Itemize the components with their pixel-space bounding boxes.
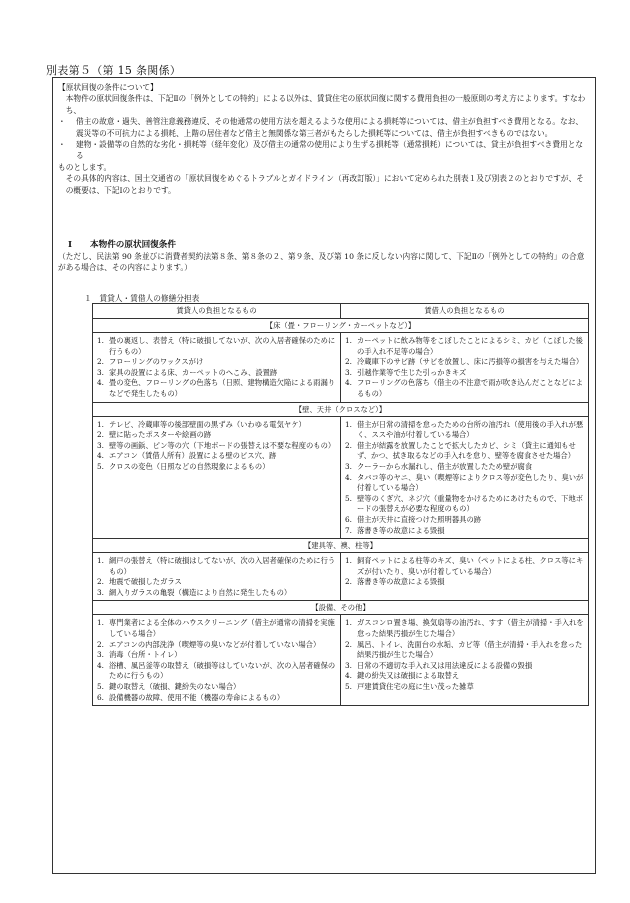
item-text: エアコン（賃借人所有）設置による壁のビス穴、跡 — [109, 451, 277, 461]
item-number: 2. — [97, 639, 104, 649]
item-number: 3. — [97, 440, 104, 450]
lessor-cell — [93, 553, 341, 600]
category-heading: 【床（畳・フローリング・カーペットなど）】 — [93, 319, 588, 333]
item-number: 4. — [97, 451, 104, 461]
list-item — [97, 430, 336, 441]
item-text: フローリングの色落ち（借主の不注意で雨が吹き込んだことなどによるもの） — [357, 378, 584, 398]
bullet-mark: ・ — [58, 117, 66, 127]
item-number: 5. — [345, 682, 352, 692]
item-number: 2. — [345, 577, 352, 587]
item-number: 4. — [97, 660, 104, 670]
item-number: 4. — [345, 378, 352, 388]
list-item — [345, 577, 584, 588]
intro-paragraph-2: その具体的内容は、国土交通省の「原状回復をめぐるトラブルとガイドライン（再改訂版）」において定められた別表１及び別表２のとおりですが、その概要は、下記Ⅰのとおりです。 — [65, 174, 584, 195]
item-text: クーラーから水漏れし、借主が放置したため壁が腐食 — [357, 461, 533, 471]
item-text: 浴槽、風呂釜等の取替え（破損等はしていないが、次の入居者確保のために行うもの） — [109, 660, 336, 681]
table-row — [93, 417, 588, 540]
lessee-cell — [341, 417, 588, 539]
item-text: 引越作業等で生じた引っかきキズ — [357, 367, 467, 377]
table-row — [93, 333, 588, 403]
list-item — [345, 368, 584, 379]
section-heading — [68, 238, 588, 250]
column-header-lessee: 賃借人の負担となるもの — [424, 306, 505, 315]
item-text: 設備機器の故障、使用不能（機器の寿命によるもの） — [109, 692, 285, 702]
list-item — [97, 556, 336, 577]
repair-share-table — [92, 303, 589, 706]
section-note: （ただし、民法第 90 条並びに消費者契約法第８条、第８条の２、第９条、及び第 10 条に反しない内容に関して、下記Ⅱの「例外としての特約」の合意がある場合は、その内容によります。） — [58, 252, 585, 273]
item-number: 2. — [97, 577, 104, 587]
lessor-cell — [93, 333, 341, 402]
item-text: 地震で破損したガラス — [109, 577, 182, 587]
item-number: 2. — [97, 357, 104, 367]
item-text: タバコ等のヤニ、臭い（喫煙等によりクロス等が変色したり、臭いが付着している場合） — [357, 472, 584, 493]
intro-bullet — [58, 116, 590, 139]
item-number: 1. — [345, 336, 352, 345]
item-text: 鍵の紛失又は破損による取替え — [357, 671, 460, 681]
list-item — [97, 682, 336, 693]
item-number: 5. — [345, 493, 352, 503]
category-heading: 【設備、その他】 — [93, 601, 588, 615]
item-text: 家具の設置による床、カーペットのへこみ、設置跡 — [109, 367, 278, 377]
item-number: 4. — [345, 671, 352, 681]
item-number: 1. — [97, 419, 104, 429]
list-item — [345, 357, 584, 368]
item-text: 鍵の取替え（破損、鍵紛失のない場合） — [109, 682, 241, 692]
item-text: 冷蔵庫下のサビ跡（サビを放置し、床に汚損等の損害を与えた場合） — [357, 357, 584, 367]
item-text: カーペットに飲み物等をこぼしたことによるシミ、カビ（こぼした後の手入れ不足等の場合） — [357, 336, 583, 356]
lessor-cell — [93, 417, 341, 539]
item-number: 3. — [97, 367, 104, 377]
item-text: 壁等のくぎ穴、ネジ穴（重量物をかけるためにあけたもので、下地ボードの張替えが必要な程度のもの） — [357, 493, 584, 514]
item-text: 壁等の画鋲、ピン等の穴（下地ボードの張替えは不要な程度のもの） — [109, 440, 336, 450]
item-text: 消毒（台所・トイレ） — [109, 650, 182, 660]
list-item — [345, 526, 584, 537]
item-text: ガスコンロ置き場、換気扇等の油汚れ、すす（借主が清掃・手入れを怠った結果汚損が生じた場合） — [357, 618, 584, 639]
list-item — [97, 420, 336, 431]
item-text: 日常の不適切な手入れ又は用法違反による設備の毀損 — [357, 660, 533, 670]
list-item — [345, 473, 584, 494]
column-header-lessor: 賃貸人の負担となるもの — [93, 304, 341, 318]
intro-bullet-text: 借主の故意・過失、善管注意義務違反、その他通常の使用方法を超えるような使用による損耗等については、借主が負担すべき費用となる。なお、震災等の不可抗力による損耗、上階の居住者など借主と無関係な第三者がもたらした損耗等については、借主が負担すべきものではない。 — [76, 117, 584, 138]
list-item — [97, 693, 336, 704]
item-text: 落書き等の故意による毀損 — [357, 577, 445, 587]
list-item — [97, 441, 336, 452]
list-item — [345, 556, 584, 577]
list-item — [345, 515, 584, 526]
item-number: 1. — [345, 556, 352, 566]
lessee-cell — [341, 615, 588, 705]
item-number: 3. — [345, 461, 352, 471]
list-item — [97, 357, 336, 368]
item-number: 2. — [345, 440, 352, 450]
list-item — [345, 618, 584, 639]
category-heading: 【壁、天井（クロスなど）】 — [93, 403, 588, 417]
item-text: 風呂、トイレ、洗面台の水垢、カビ等（借主が清掃・手入れを怠った結果汚損が生じた場合） — [357, 639, 583, 660]
item-number: 2. — [345, 357, 352, 367]
list-item — [97, 462, 336, 473]
item-text: 借主が日常の清掃を怠ったための台所の油汚れ（使用後の手入れが悪く、ススや油が付着している場合） — [357, 419, 584, 440]
lessee-cell — [341, 333, 588, 402]
item-text: 畳の変色、フローリングの色落ち（日照、建物構造欠陥による雨漏りなどで発生したもの） — [109, 378, 336, 398]
item-text: フローリングのワックスがけ — [109, 357, 204, 367]
item-number: 4. — [345, 472, 352, 482]
intro-block — [58, 82, 590, 196]
table-row — [93, 615, 588, 705]
item-number: 5. — [97, 461, 104, 471]
list-item — [97, 378, 336, 399]
item-text: クロスの変色（日照などの自然現象によるもの） — [109, 461, 270, 471]
intro-bullet-text: 建物・設備等の自然的な劣化・損耗等（経年変化）及び借主の通常の使用により生ずる損耗等（通常損耗）については、貸主が負担すべき費用となる — [76, 140, 584, 161]
item-number: 1. — [97, 336, 104, 345]
item-number: 3. — [345, 660, 352, 670]
list-item — [345, 682, 584, 693]
table-title: １ 賃貸人・賃借人の修繕分担表 — [84, 294, 200, 303]
list-item — [97, 577, 336, 588]
item-text: 網戸の張替え（特に破損はしてないが、次の入居者確保のために行うもの） — [109, 556, 336, 576]
item-number: 3. — [345, 367, 352, 377]
list-item — [97, 650, 336, 661]
intro-bullet — [58, 139, 590, 162]
section-number: Ⅰ — [68, 240, 73, 250]
list-item — [345, 378, 584, 399]
list-item — [97, 451, 336, 462]
list-item — [345, 462, 584, 473]
list-item — [97, 368, 336, 379]
item-number: 1. — [97, 556, 104, 566]
item-number: 6. — [97, 692, 104, 702]
list-item — [97, 661, 336, 682]
item-number: 2. — [345, 639, 352, 649]
list-item — [345, 661, 584, 672]
item-number: 7. — [345, 525, 352, 535]
list-item — [97, 336, 336, 357]
list-item — [97, 588, 336, 599]
item-text: 飼育ペットによる柱等のキズ、臭い（ペットによる柱、クロス等にキズが付いたり、臭いが付着している場合） — [357, 556, 584, 576]
item-number: 4. — [97, 378, 104, 388]
item-text: 専門業者による全体のハウスクリーニング（借主が通常の清掃を実施している場合） — [109, 618, 335, 639]
bullet-mark: ・ — [58, 140, 66, 150]
intro-heading: 【原状回復の条件について】 — [58, 83, 158, 92]
intro-tail: ものとします。 — [58, 162, 112, 172]
item-text: 壁に貼ったポスターや絵画の跡 — [109, 430, 212, 440]
table-header — [93, 304, 588, 319]
item-number: 3. — [97, 587, 104, 597]
list-item — [345, 671, 584, 682]
lessee-cell — [341, 553, 588, 600]
item-number: 2. — [97, 430, 104, 440]
item-number: 6. — [345, 514, 352, 524]
section-title: 本物件の原状回復条件 — [90, 240, 176, 250]
item-text: 借主が天井に直接つけた照明器具の跡 — [357, 514, 482, 524]
item-number: 1. — [345, 419, 352, 429]
item-number: 5. — [97, 682, 104, 692]
appendix-title: 別表第５（第 15 条関係） — [46, 64, 182, 77]
item-text: 落書き等の故意による毀損 — [357, 525, 445, 535]
item-text: 網入りガラスの亀裂（構造により自然に発生したもの） — [109, 587, 292, 597]
list-item — [345, 640, 584, 661]
item-text: 畳の裏返し、表替え（特に破損してないが、次の入居者確保のために行うもの） — [109, 336, 336, 356]
item-text: 借主が結露を放置したことで拡大したカビ、シミ（貸主に通知もせず、かつ、拭き取るなどの手入れを怠り、壁等を腐食させた場合） — [357, 440, 576, 461]
table-body — [93, 319, 588, 705]
list-item — [345, 420, 584, 441]
category-heading: 【建具等、襖、柱等】 — [93, 539, 588, 553]
item-text: 戸建賃貸住宅の庭に生い茂った雑草 — [357, 682, 474, 692]
list-item — [345, 494, 584, 515]
list-item — [345, 336, 584, 357]
list-item — [345, 441, 584, 462]
item-text: テレビ、冷蔵庫等の後部壁面の黒ずみ（いわゆる電気ヤケ） — [109, 419, 306, 429]
intro-paragraph-1: 本物件の原状回復条件は、下記Ⅱの「例外としての特約」による以外は、賃貸住宅の原状回復に関する費用負担の一般原則の考え方によります。すなわち、 — [65, 94, 586, 115]
item-number: 1. — [97, 618, 104, 628]
list-item — [97, 640, 336, 651]
item-number: 1. — [345, 618, 352, 628]
item-text: エアコンの内部洗浄（喫煙等の臭いなどが付着していない場合） — [109, 639, 321, 649]
list-item — [97, 618, 336, 639]
item-number: 3. — [97, 650, 104, 660]
lessor-cell — [93, 615, 341, 705]
table-row — [93, 553, 588, 601]
